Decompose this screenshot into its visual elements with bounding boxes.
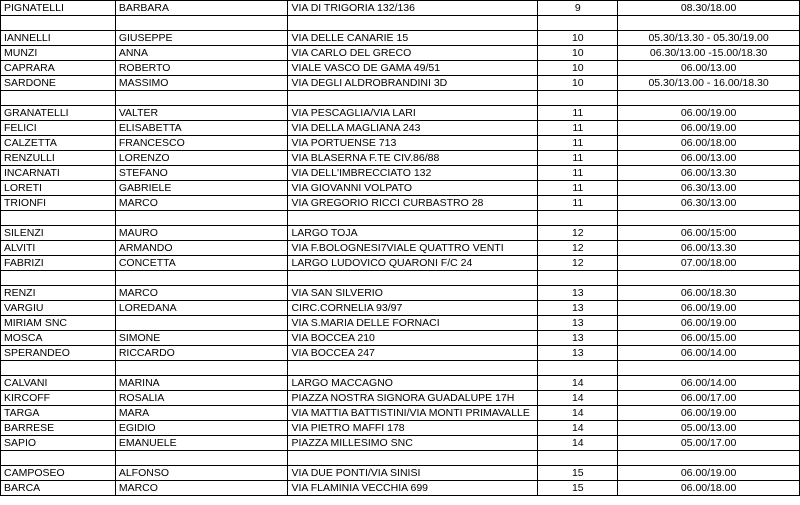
empty-cell <box>538 91 618 106</box>
opening-hours-cell: 06.00/19.00 <box>618 106 800 121</box>
district-cell: 9 <box>538 1 618 16</box>
table-row <box>1 331 800 346</box>
district-cell: 14 <box>538 376 618 391</box>
opening-hours-cell: 06.00/19.00 <box>618 301 800 316</box>
opening-hours-cell: 06.00/18.00 <box>618 481 800 496</box>
table-row <box>1 391 800 406</box>
table-row <box>1 346 800 361</box>
surname-cell: PIGNATELLI <box>1 1 116 16</box>
empty-cell <box>538 361 618 376</box>
opening-hours-cell: 06.00/13.30 <box>618 241 800 256</box>
district-cell: 12 <box>538 241 618 256</box>
address-cell: VIA GIOVANNI VOLPATO <box>288 181 538 196</box>
address-cell: VIA DELLA MAGLIANA 243 <box>288 121 538 136</box>
district-cell: 11 <box>538 121 618 136</box>
surname-cell: MUNZI <box>1 46 116 61</box>
district-cell: 11 <box>538 166 618 181</box>
first-name-cell: CONCETTA <box>115 256 288 271</box>
opening-hours-cell: 06.30/13.00 <box>618 196 800 211</box>
table-row <box>1 376 800 391</box>
empty-cell <box>1 451 116 466</box>
address-cell: LARGO TOJA <box>288 226 538 241</box>
district-cell: 10 <box>538 61 618 76</box>
empty-cell <box>1 211 116 226</box>
table-row <box>1 301 800 316</box>
district-cell: 14 <box>538 436 618 451</box>
district-cell: 12 <box>538 226 618 241</box>
address-cell: VIA S.MARIA DELLE FORNACI <box>288 316 538 331</box>
separator-row <box>1 16 800 31</box>
first-name-cell: MARA <box>115 406 288 421</box>
district-cell: 14 <box>538 391 618 406</box>
empty-cell <box>288 451 538 466</box>
first-name-cell: ELISABETTA <box>115 121 288 136</box>
district-cell: 11 <box>538 196 618 211</box>
table-row <box>1 316 800 331</box>
table-row <box>1 106 800 121</box>
surname-cell: CALVANI <box>1 376 116 391</box>
empty-cell <box>115 451 288 466</box>
surname-cell: CAMPOSEO <box>1 466 116 481</box>
first-name-cell: EGIDIO <box>115 421 288 436</box>
empty-cell <box>115 211 288 226</box>
table-row <box>1 1 800 16</box>
surname-cell: SAPIO <box>1 436 116 451</box>
empty-cell <box>288 16 538 31</box>
separator-row <box>1 271 800 286</box>
table-row <box>1 61 800 76</box>
surname-cell: RENZULLI <box>1 151 116 166</box>
table-row <box>1 166 800 181</box>
empty-cell <box>288 91 538 106</box>
opening-hours-cell: 06.00/13.00 <box>618 151 800 166</box>
empty-cell <box>1 91 116 106</box>
first-name-cell: LORENZO <box>115 151 288 166</box>
table-row <box>1 406 800 421</box>
address-cell: VIA DUE PONTI/VIA SINISI <box>288 466 538 481</box>
table-row <box>1 421 800 436</box>
first-name-cell: MARCO <box>115 196 288 211</box>
district-cell: 10 <box>538 46 618 61</box>
first-name-cell: BARBARA <box>115 1 288 16</box>
first-name-cell: MAURO <box>115 226 288 241</box>
opening-hours-cell: 06.00/19.00 <box>618 406 800 421</box>
district-cell: 13 <box>538 286 618 301</box>
opening-hours-cell: 06.00/18.00 <box>618 136 800 151</box>
district-cell: 15 <box>538 466 618 481</box>
first-name-cell: SIMONE <box>115 331 288 346</box>
address-cell: VIA CARLO DEL GRECO <box>288 46 538 61</box>
opening-hours-cell: 06.00/19.00 <box>618 316 800 331</box>
surname-cell: TRIONFI <box>1 196 116 211</box>
address-cell: VIA DELL'IMBRECCIATO 132 <box>288 166 538 181</box>
address-cell: VIA FLAMINIA VECCHIA 699 <box>288 481 538 496</box>
opening-hours-cell: 06.00/19.00 <box>618 121 800 136</box>
address-cell: VIA DEGLI ALDROBRANDINI 3D <box>288 76 538 91</box>
surname-cell: IANNELLI <box>1 31 116 46</box>
district-cell: 13 <box>538 301 618 316</box>
table-row <box>1 31 800 46</box>
first-name-cell: GIUSEPPE <box>115 31 288 46</box>
surname-cell: BARRESE <box>1 421 116 436</box>
table-row <box>1 226 800 241</box>
opening-hours-cell: 06.00/18.30 <box>618 286 800 301</box>
opening-hours-cell: 07.00/18.00 <box>618 256 800 271</box>
opening-hours-cell: 06.00/14.00 <box>618 376 800 391</box>
empty-cell <box>1 361 116 376</box>
surname-cell: SILENZI <box>1 226 116 241</box>
address-cell: VIA DI TRIGORIA 132/136 <box>288 1 538 16</box>
empty-cell <box>1 16 116 31</box>
empty-cell <box>618 211 800 226</box>
table-row <box>1 181 800 196</box>
address-cell: VIA F.BOLOGNESI7VIALE QUATTRO VENTI <box>288 241 538 256</box>
opening-hours-cell: 06.00/14.00 <box>618 346 800 361</box>
surname-cell: FABRIZI <box>1 256 116 271</box>
district-cell: 12 <box>538 256 618 271</box>
address-cell: VIA SAN SILVERIO <box>288 286 538 301</box>
district-cell: 14 <box>538 421 618 436</box>
table-row <box>1 151 800 166</box>
empty-cell <box>618 451 800 466</box>
empty-cell <box>618 271 800 286</box>
address-cell: VIALE VASCO DE GAMA 49/51 <box>288 61 538 76</box>
empty-cell <box>618 16 800 31</box>
empty-cell <box>115 91 288 106</box>
address-cell: VIA PESCAGLIA/VIA LARI <box>288 106 538 121</box>
address-cell: VIA PORTUENSE 713 <box>288 136 538 151</box>
table-row <box>1 241 800 256</box>
empty-cell <box>288 271 538 286</box>
opening-hours-cell: 06.00/19.00 <box>618 466 800 481</box>
district-cell: 13 <box>538 331 618 346</box>
address-cell: PIAZZA MILLESIMO SNC <box>288 436 538 451</box>
district-cell: 11 <box>538 151 618 166</box>
district-cell: 10 <box>538 31 618 46</box>
first-name-cell: MARCO <box>115 481 288 496</box>
empty-cell <box>1 271 116 286</box>
first-name-cell: ANNA <box>115 46 288 61</box>
first-name-cell: ROSALIA <box>115 391 288 406</box>
first-name-cell: ARMANDO <box>115 241 288 256</box>
address-cell: VIA PIETRO MAFFI 178 <box>288 421 538 436</box>
first-name-cell: EMANUELE <box>115 436 288 451</box>
table-row <box>1 196 800 211</box>
first-name-cell: MARCO <box>115 286 288 301</box>
opening-hours-cell: 05.00/13.00 <box>618 421 800 436</box>
opening-hours-cell: 06.00/15:00 <box>618 226 800 241</box>
district-cell: 11 <box>538 106 618 121</box>
first-name-cell: MARINA <box>115 376 288 391</box>
table-row <box>1 466 800 481</box>
surname-cell: CALZETTA <box>1 136 116 151</box>
district-cell: 11 <box>538 181 618 196</box>
address-cell: VIA BLASERNA F.TE CIV.86/88 <box>288 151 538 166</box>
address-cell: VIA BOCCEA 210 <box>288 331 538 346</box>
first-name-cell: VALTER <box>115 106 288 121</box>
address-cell: VIA DELLE CANARIE 15 <box>288 31 538 46</box>
surname-cell: GRANATELLI <box>1 106 116 121</box>
district-cell: 11 <box>538 136 618 151</box>
address-cell: LARGO MACCAGNO <box>288 376 538 391</box>
first-name-cell: RICCARDO <box>115 346 288 361</box>
surname-cell: FELICI <box>1 121 116 136</box>
separator-row <box>1 451 800 466</box>
table-row <box>1 46 800 61</box>
empty-cell <box>538 211 618 226</box>
opening-hours-cell: 05.30/13.30 - 05.30/19.00 <box>618 31 800 46</box>
first-name-cell: MASSIMO <box>115 76 288 91</box>
first-name-cell: GABRIELE <box>115 181 288 196</box>
address-cell: CIRC.CORNELIA 93/97 <box>288 301 538 316</box>
table-row <box>1 136 800 151</box>
first-name-cell: ALFONSO <box>115 466 288 481</box>
surname-cell: SPERANDEO <box>1 346 116 361</box>
opening-hours-cell: 06.00/13.30 <box>618 166 800 181</box>
district-cell: 13 <box>538 346 618 361</box>
surname-cell: LORETI <box>1 181 116 196</box>
address-cell: LARGO LUDOVICO QUARONI F/C 24 <box>288 256 538 271</box>
empty-cell <box>538 271 618 286</box>
district-cell: 15 <box>538 481 618 496</box>
first-name-cell <box>115 316 288 331</box>
surname-cell: TARGA <box>1 406 116 421</box>
district-cell: 14 <box>538 406 618 421</box>
address-cell: VIA BOCCEA 247 <box>288 346 538 361</box>
surname-cell: MOSCA <box>1 331 116 346</box>
table-row <box>1 256 800 271</box>
surname-cell: VARGIU <box>1 301 116 316</box>
opening-hours-cell: 06.00/15.00 <box>618 331 800 346</box>
kiosk-table-body <box>1 1 800 496</box>
first-name-cell: LOREDANA <box>115 301 288 316</box>
opening-hours-cell: 06.30/13.00 -15.00/18.30 <box>618 46 800 61</box>
empty-cell <box>115 16 288 31</box>
surname-cell: SARDONE <box>1 76 116 91</box>
empty-cell <box>288 211 538 226</box>
surname-cell: ALVITI <box>1 241 116 256</box>
district-cell: 10 <box>538 76 618 91</box>
table-row <box>1 436 800 451</box>
surname-cell: CAPRARA <box>1 61 116 76</box>
address-cell: PIAZZA NOSTRA SIGNORA GUADALUPE 17H <box>288 391 538 406</box>
empty-cell <box>115 271 288 286</box>
separator-row <box>1 361 800 376</box>
table-row <box>1 481 800 496</box>
surname-cell: RENZI <box>1 286 116 301</box>
empty-cell <box>115 361 288 376</box>
empty-cell <box>618 361 800 376</box>
table-row <box>1 286 800 301</box>
first-name-cell: ROBERTO <box>115 61 288 76</box>
empty-cell <box>538 451 618 466</box>
district-cell: 13 <box>538 316 618 331</box>
separator-row <box>1 211 800 226</box>
surname-cell: KIRCOFF <box>1 391 116 406</box>
table-row <box>1 121 800 136</box>
opening-hours-cell: 06.00/17.00 <box>618 391 800 406</box>
empty-cell <box>538 16 618 31</box>
opening-hours-cell: 06.00/13.00 <box>618 61 800 76</box>
address-cell: VIA MATTIA BATTISTINI/VIA MONTI PRIMAVALLE <box>288 406 538 421</box>
opening-hours-cell: 05.00/17.00 <box>618 436 800 451</box>
surname-cell: BARCA <box>1 481 116 496</box>
first-name-cell: STEFANO <box>115 166 288 181</box>
separator-row <box>1 91 800 106</box>
first-name-cell: FRANCESCO <box>115 136 288 151</box>
opening-hours-cell: 05.30/13.00 - 16.00/18.30 <box>618 76 800 91</box>
surname-cell: INCARNATI <box>1 166 116 181</box>
empty-cell <box>288 361 538 376</box>
empty-cell <box>618 91 800 106</box>
opening-hours-cell: 08.30/18.00 <box>618 1 800 16</box>
opening-hours-cell: 06.30/13.00 <box>618 181 800 196</box>
surname-cell: MIRIAM SNC <box>1 316 116 331</box>
table-row <box>1 76 800 91</box>
address-cell: VIA GREGORIO RICCI CURBASTRO 28 <box>288 196 538 211</box>
